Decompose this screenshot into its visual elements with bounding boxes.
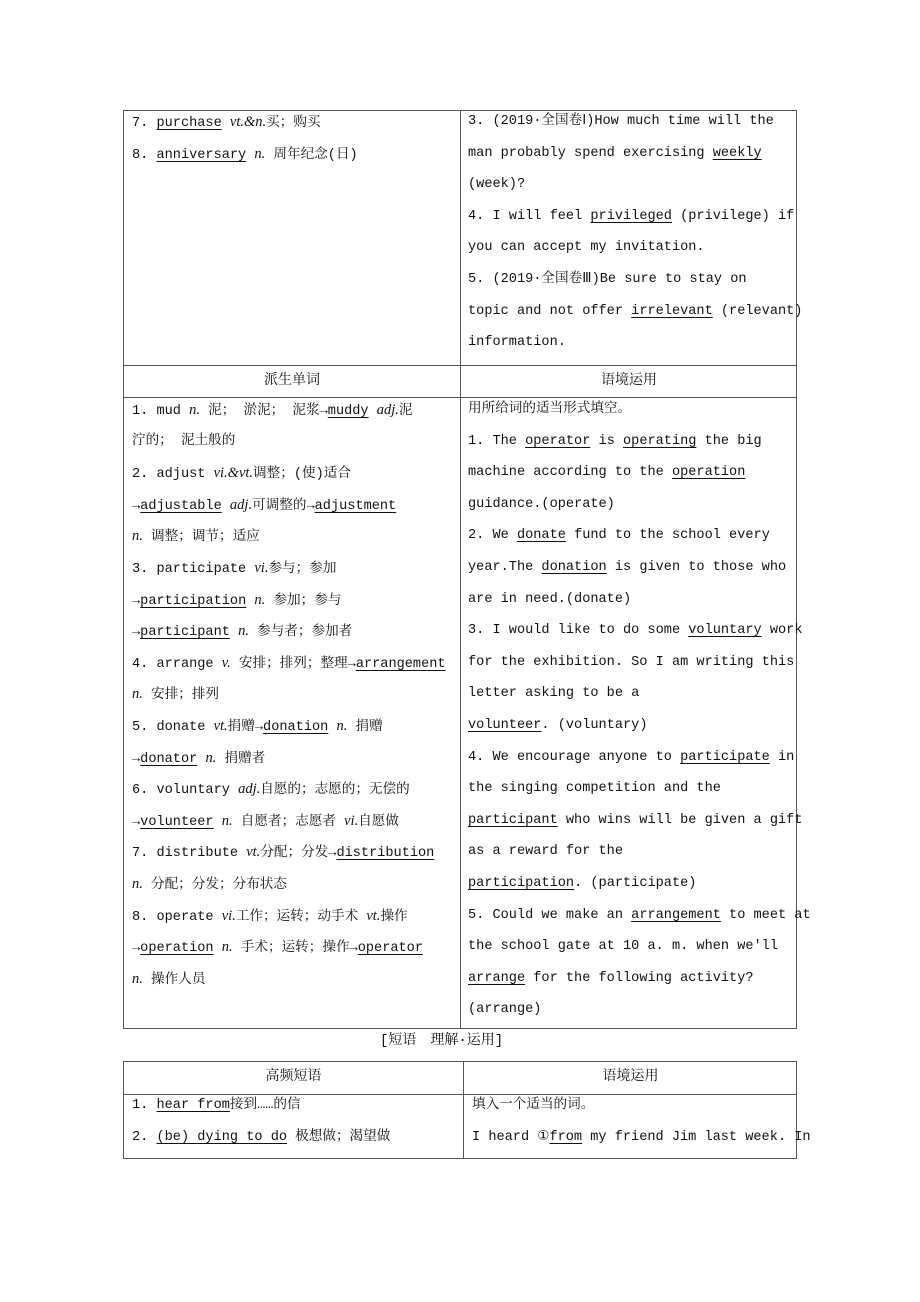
part-of-speech: n. — [221, 939, 233, 956]
answer-word: arrange — [468, 970, 526, 986]
text-segment: 分配；分发→ — [260, 846, 337, 862]
answer-word: arrangement — [355, 656, 446, 672]
text-line — [132, 839, 459, 871]
vocabulary-table — [123, 110, 811, 1029]
text-segment: the singing competition and the — [468, 781, 721, 797]
answer-word: participant — [140, 625, 230, 641]
text-segment: 周年纪念(日) — [265, 147, 358, 163]
text-line — [132, 618, 459, 650]
text-line — [468, 109, 797, 141]
text-line — [468, 776, 797, 808]
answer-word: operation — [671, 465, 746, 481]
section-caption: [短语 理解·运用] — [380, 1033, 504, 1049]
text-line — [468, 397, 797, 429]
part-of-speech: vt. — [213, 717, 228, 734]
part-of-speech: n. — [254, 145, 266, 162]
answer-word: weekly — [712, 145, 762, 161]
text-line — [468, 492, 797, 524]
answer-word: purchase — [156, 116, 222, 131]
text-segment: for the following activity? — [525, 970, 754, 986]
text-segment: in — [769, 749, 795, 765]
part-of-speech: adj. — [238, 781, 261, 798]
text-line — [132, 555, 459, 587]
text-line — [132, 523, 459, 555]
exercise-cell — [468, 109, 803, 362]
part-of-speech: vt. — [246, 844, 261, 861]
text-segment: 自愿做 — [358, 814, 399, 830]
fill-blank-cell — [472, 1093, 811, 1156]
text-line — [468, 460, 797, 492]
part-of-speech: n. — [238, 623, 249, 640]
text-line — [132, 429, 459, 461]
text-segment — [214, 815, 222, 830]
text-segment: my friend Jim last week. In — [582, 1129, 811, 1145]
text-line — [132, 745, 459, 777]
text-line — [132, 109, 458, 141]
text-segment: 3. (2019·全国卷Ⅰ)How much time will the — [468, 114, 774, 129]
text-segment: (week)? — [468, 177, 526, 193]
text-segment: machine according to the — [468, 465, 672, 481]
text-segment: → — [132, 498, 141, 514]
answer-word: donation — [263, 719, 329, 735]
answer-word: (be) dying to do — [156, 1129, 288, 1145]
text-segment — [222, 499, 230, 514]
answer-word: anniversary — [156, 147, 247, 163]
text-line — [468, 808, 803, 840]
text-segment: 调整；调节；适应 — [142, 530, 260, 546]
text-segment: 自愿者；志愿者 — [232, 814, 345, 830]
text-segment: 捐赠 — [347, 719, 383, 735]
text-line — [468, 555, 797, 587]
text-segment: (privilege) if — [671, 208, 795, 224]
text-line — [132, 1125, 462, 1157]
text-segment: 1. The — [468, 433, 526, 449]
answer-word: privileged — [590, 208, 672, 224]
part-of-speech: adj. — [376, 402, 399, 418]
answer-word: volunteer — [468, 717, 542, 733]
text-segment: are in need.(donate) — [468, 591, 632, 607]
answer-word: operator — [357, 941, 423, 957]
answer-word: from — [549, 1129, 583, 1145]
text-segment: I heard ① — [472, 1129, 550, 1145]
text-line — [468, 141, 797, 173]
text-segment: 2. We — [468, 528, 517, 544]
text-segment: for the exhibition. So I am writing this — [468, 654, 795, 670]
text-segment: as a reward for the — [468, 844, 623, 860]
text-line — [468, 997, 797, 1029]
text-segment: 泥； 淤泥； 泥浆→ — [199, 404, 328, 419]
part-of-speech: vi.&vt. — [213, 465, 254, 482]
text-segment: 泞的； 泥土般的 — [132, 433, 236, 449]
text-segment: → — [132, 751, 141, 767]
answer-word: irrelevant — [631, 303, 713, 319]
part-of-speech: vt.&n. — [229, 114, 267, 130]
part-of-speech: vi. — [344, 812, 359, 829]
text-segment: 填入一个适当的词。 — [472, 1098, 595, 1113]
text-segment: fund to the school every — [565, 528, 770, 544]
text-segment: 调整；(使)适合 — [253, 467, 351, 483]
text-segment: 捐赠→ — [227, 719, 264, 735]
text-segment: (arrange) — [468, 1002, 542, 1018]
column-divider — [460, 111, 461, 1028]
text-segment: 泥 — [398, 404, 413, 419]
text-segment: guidance.(operate) — [468, 496, 615, 512]
text-line — [468, 299, 803, 331]
answer-word: participation — [140, 593, 247, 609]
text-segment — [230, 625, 238, 640]
text-segment: 3. I would like to do some — [468, 623, 689, 639]
text-line — [132, 934, 459, 966]
answer-word: participate — [680, 749, 770, 765]
part-of-speech: vt. — [366, 907, 381, 924]
text-segment: 安排；排列；整理→ — [230, 656, 356, 672]
text-segment — [369, 404, 377, 419]
text-line — [468, 618, 803, 650]
part-of-speech: adj. — [229, 496, 253, 513]
text-segment: is — [590, 433, 624, 449]
text-segment: → — [132, 593, 141, 609]
text-line — [132, 903, 459, 935]
context-usage-cell — [468, 397, 811, 1029]
text-line — [132, 713, 459, 745]
text-line — [132, 460, 459, 492]
text-segment: 用所给词的适当形式填空。 — [468, 402, 632, 417]
context-usage-header: 语境运用 — [601, 373, 657, 389]
text-line — [468, 745, 797, 777]
phrases-header: 高频短语 — [265, 1069, 322, 1085]
text-segment: 接到……的信 — [229, 1098, 301, 1113]
text-segment: 捐赠者 — [216, 751, 266, 767]
answer-word: operating — [623, 433, 697, 449]
text-line — [132, 681, 459, 713]
text-segment: 工作；运转；动手术 — [235, 909, 367, 925]
text-segment: 6. voluntary — [132, 783, 239, 799]
text-line — [132, 871, 459, 903]
text-segment: year.The — [468, 559, 542, 575]
part-of-speech: n. — [336, 717, 348, 734]
answer-word: voluntary — [688, 623, 762, 639]
word-list-cell — [132, 109, 458, 172]
text-segment: . (participate) — [574, 875, 697, 891]
text-segment: 自愿的；志愿的；无偿的 — [260, 783, 410, 799]
text-segment: 2. — [132, 1129, 157, 1145]
text-segment: to meet at — [720, 907, 811, 923]
text-line — [132, 141, 458, 173]
text-line — [468, 966, 797, 998]
text-segment: . (voluntary) — [541, 717, 648, 733]
text-segment: 可调整的→ — [252, 498, 315, 514]
answer-word: donator — [140, 751, 198, 767]
text-line — [132, 1093, 462, 1125]
text-line — [132, 397, 459, 429]
part-of-speech: n. — [132, 528, 143, 545]
part-of-speech: v. — [221, 654, 231, 671]
phrases-cell — [132, 1093, 462, 1156]
text-segment: 8. operate — [132, 909, 222, 925]
text-segment: the big — [696, 433, 762, 449]
text-segment: 分配；分发；分布状态 — [142, 877, 287, 893]
text-line — [468, 235, 797, 267]
text-segment: 7. distribute — [132, 846, 247, 862]
text-line — [468, 839, 797, 871]
text-line — [468, 523, 797, 555]
text-segment: 7. — [132, 116, 157, 131]
text-segment: 5. (2019·全国卷Ⅲ)Be sure to stay on — [468, 271, 747, 287]
part-of-speech: n. — [254, 591, 266, 608]
text-segment: you can accept my invitation. — [468, 240, 705, 256]
text-segment: letter asking to be a — [468, 686, 640, 702]
text-segment: 5. donate — [132, 719, 214, 735]
text-line — [468, 650, 797, 682]
part-of-speech: n. — [132, 875, 143, 892]
text-line — [468, 871, 797, 903]
text-segment: information. — [468, 335, 566, 351]
text-segment: 买；购买 — [266, 116, 321, 131]
text-line — [468, 681, 797, 713]
text-segment: work — [761, 623, 803, 639]
text-segment: 4. arrange — [132, 656, 222, 672]
answer-word: arrangement — [631, 907, 721, 923]
text-line — [468, 903, 811, 935]
text-segment: 2. adjust — [132, 467, 214, 483]
text-segment: topic and not offer — [468, 303, 632, 319]
text-line — [468, 172, 797, 204]
part-of-speech: n. — [205, 749, 217, 766]
phrases-table — [123, 1061, 811, 1159]
text-segment: 操作人员 — [142, 972, 206, 988]
text-segment: who wins will be given a gift — [557, 812, 803, 828]
part-of-speech: vi. — [254, 559, 269, 576]
answer-word: muddy — [327, 404, 369, 419]
context-usage-header: 语境运用 — [602, 1069, 659, 1085]
part-of-speech: n. — [189, 402, 200, 418]
text-line — [468, 267, 797, 299]
text-line — [132, 966, 459, 998]
text-segment: 手术；运转；操作→ — [232, 941, 358, 957]
text-segment: 参加；参与 — [265, 593, 342, 609]
text-segment: 操作 — [380, 909, 408, 925]
text-line — [468, 713, 797, 745]
text-segment: the school gate at 10 a. m. when we'll — [468, 939, 778, 955]
answer-word: adjustment — [314, 498, 397, 514]
answer-word: operation — [140, 941, 214, 957]
derived-words-cell — [132, 397, 459, 997]
text-segment — [214, 941, 222, 956]
answer-word: volunteer — [140, 814, 214, 830]
part-of-speech: n. — [132, 686, 143, 703]
part-of-speech: n. — [221, 812, 233, 829]
text-segment: 5. Could we make an — [468, 907, 632, 923]
text-segment: 参与者；参加者 — [248, 625, 353, 641]
text-segment: → — [132, 814, 141, 830]
text-line — [132, 808, 459, 840]
text-segment: 3. participate — [132, 561, 255, 577]
text-segment: is given to those who — [606, 559, 787, 575]
part-of-speech: vi. — [221, 907, 236, 924]
text-segment: 1. — [132, 1098, 157, 1113]
text-line — [472, 1093, 797, 1125]
text-segment: (relevant) — [712, 303, 803, 319]
text-line — [132, 776, 459, 808]
text-segment: → — [132, 941, 141, 957]
text-segment: 极想做；渴望做 — [287, 1129, 391, 1145]
answer-word: hear from — [156, 1098, 230, 1113]
text-line — [468, 330, 797, 362]
answer-word: donation — [541, 559, 607, 575]
text-segment: 4. We encourage anyone to — [468, 749, 681, 765]
text-line — [468, 429, 797, 461]
text-line — [472, 1125, 811, 1157]
text-segment: 参与；参加 — [268, 561, 337, 577]
text-segment: 安排；排列 — [142, 688, 220, 704]
answer-word: distribution — [336, 846, 435, 862]
answer-word: participant — [468, 812, 558, 828]
answer-word: adjustable — [140, 498, 222, 514]
text-segment: → — [132, 625, 141, 641]
text-segment — [222, 116, 230, 131]
text-line — [132, 650, 459, 682]
text-segment: 8. — [132, 147, 157, 163]
text-line — [132, 587, 459, 619]
text-line — [468, 204, 797, 236]
text-segment: 1. mud — [132, 404, 190, 419]
text-segment: 4. I will feel — [468, 208, 591, 224]
text-line — [468, 934, 797, 966]
answer-word: operator — [525, 433, 591, 449]
text-segment: man probably spend exercising — [468, 145, 713, 161]
part-of-speech: n. — [132, 970, 143, 987]
answer-word: donate — [516, 528, 566, 544]
answer-word: participation — [468, 875, 575, 891]
text-line — [132, 492, 459, 524]
text-line — [468, 587, 797, 619]
derived-words-header: 派生单词 — [264, 373, 320, 389]
